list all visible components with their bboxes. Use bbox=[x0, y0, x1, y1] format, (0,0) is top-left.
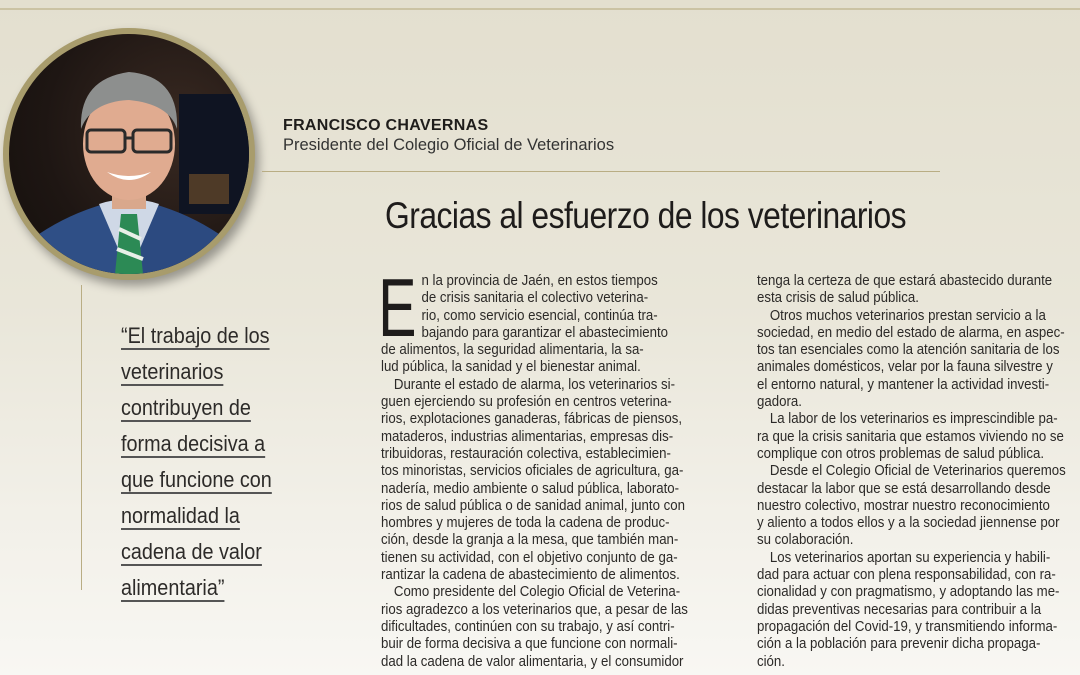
text-line: rios, explotaciones ganaderas, fábricas de piensos, bbox=[381, 411, 683, 428]
text-line: dificultades, continúen con su trabajo, y así contri- bbox=[381, 618, 675, 635]
text-line: guen ejerciendo su profesión en centros veterina- bbox=[381, 394, 672, 411]
text-line: Desde el Colegio Oficial de Veterinarios queremos bbox=[769, 463, 1066, 480]
text-line: hombres y mujeres de toda la cadena de produc- bbox=[381, 515, 670, 532]
headline: Gracias al esfuerzo de los veterinarios bbox=[385, 195, 907, 236]
text-line: lud pública, la sanidad y el bienestar animal. bbox=[381, 359, 641, 376]
text-line: dad la cadena de valor alimentaria, y el consumidor bbox=[381, 653, 684, 670]
text-line: sociedad, en medio del estado de alarma, en aspec- bbox=[757, 324, 1065, 341]
text-line: rio, como servicio esencial, continúa tra- bbox=[421, 307, 658, 324]
top-rule bbox=[0, 8, 1080, 10]
text-line: su colaboración. bbox=[757, 532, 854, 549]
pullquote-line: normalidad la bbox=[121, 503, 240, 528]
author-role: Presidente del Colegio Oficial de Veterinarios bbox=[283, 136, 615, 154]
text-line: dad para actuar con plena responsabilidad, con ra- bbox=[757, 567, 1056, 584]
pullquote-line: que funcione con bbox=[121, 467, 272, 492]
dropcap: E bbox=[378, 261, 417, 354]
pullquote-line: contribuyen de bbox=[121, 395, 251, 420]
text-line: tos minoristas, servicios oficiales de agricultura, ga- bbox=[381, 463, 684, 480]
text-line: rantizar la cadena de abastecimiento de alimentos. bbox=[381, 567, 680, 584]
text-line: nadería, medio ambiente o salud pública, laborato- bbox=[381, 480, 680, 497]
text-line: Otros muchos veterinarios prestan servicio a la bbox=[769, 307, 1046, 324]
text-line: tenga la certeza de que estará abastecido durante bbox=[757, 273, 1053, 289]
text-line: nuestro colectivo, mostrar nuestro reconocimiento bbox=[757, 497, 1050, 514]
text-line: destacar la labor que se está desarrollando desde bbox=[757, 480, 1051, 497]
text-line: rios de salud pública o de sanidad animal, junto con bbox=[381, 497, 685, 514]
text-line: mataderos, industrias alimentarias, empresas dis- bbox=[381, 428, 674, 445]
text-line: cionalidad y con pragmatismo, y adoptando las me- bbox=[757, 584, 1060, 601]
text-line: tribuidoras, restauración colectiva, establecimien- bbox=[381, 445, 671, 462]
text-line: Como presidente del Colegio Oficial de Veterina- bbox=[393, 584, 681, 601]
byline bbox=[283, 116, 614, 155]
text-line: gadora. bbox=[757, 394, 802, 411]
article-column-1 bbox=[378, 261, 731, 671]
text-line: de alimentos, la seguridad alimentaria, la sa- bbox=[381, 342, 644, 359]
byline-rule bbox=[262, 171, 940, 172]
text-line: esta crisis de salud pública. bbox=[757, 290, 919, 307]
pullquote-line: alimentaria” bbox=[121, 575, 225, 600]
pullquote bbox=[121, 318, 321, 606]
text-line: Los veterinarios aportan su experiencia y habili- bbox=[769, 549, 1051, 566]
author-photo-frame bbox=[3, 28, 255, 280]
text-line: tienen su actividad, con el objetivo conjunto de ga- bbox=[381, 549, 678, 566]
text-line: ra que la crisis sanitaria que estamos viviendo no se bbox=[757, 428, 1064, 445]
text-line: La labor de los veterinarios es imprescindible pa- bbox=[769, 411, 1058, 428]
text-line: ción. bbox=[757, 653, 785, 670]
text-line: buir de forma decisiva a que funcione con normali- bbox=[381, 636, 678, 653]
text-line: ción a la población para prevenir dicha propaga- bbox=[757, 636, 1041, 653]
text-line: y aliento a todos ellos y a la sociedad jiennense por bbox=[757, 515, 1060, 532]
pullquote-line: cadena de valor bbox=[121, 539, 262, 564]
author-name: FRANCISCO CHAVERNAS bbox=[283, 117, 489, 134]
pullquote-rule bbox=[81, 285, 82, 590]
text-line: n la provincia de Jaén, en estos tiempos bbox=[421, 273, 658, 289]
text-line: complique con otros problemas de salud pública. bbox=[757, 445, 1045, 462]
article-column-2 bbox=[757, 273, 1080, 671]
text-line: bajando para garantizar el abastecimiento bbox=[421, 324, 669, 341]
text-line: tos tan esenciales como la atención sanitaria de los bbox=[757, 342, 1060, 359]
text-line: rios agradezco a los veterinarios que, a pesar de las bbox=[381, 601, 688, 618]
text-line: Durante el estado de alarma, los veterinarios si- bbox=[393, 376, 675, 393]
pullquote-line: forma decisiva a bbox=[121, 431, 266, 456]
text-line: propagación del Covid-19, y transmitiendo informa- bbox=[757, 618, 1058, 635]
text-line: de crisis sanitaria el colectivo veterina- bbox=[421, 290, 649, 307]
author-photo bbox=[9, 34, 249, 274]
text-line: didas preventivas necesarias para contribuir a la bbox=[757, 601, 1042, 618]
text-line: animales domésticos, velar por la fauna silvestre y bbox=[757, 359, 1053, 376]
pullquote-line: “El trabajo de los bbox=[121, 323, 270, 348]
pullquote-line: veterinarios bbox=[121, 359, 224, 384]
text-line: el entorno natural, y mantener la actividad investi- bbox=[757, 376, 1050, 393]
portrait-illustration bbox=[9, 34, 249, 274]
text-line: ción, desde la granja a la mesa, que también man- bbox=[381, 532, 679, 549]
